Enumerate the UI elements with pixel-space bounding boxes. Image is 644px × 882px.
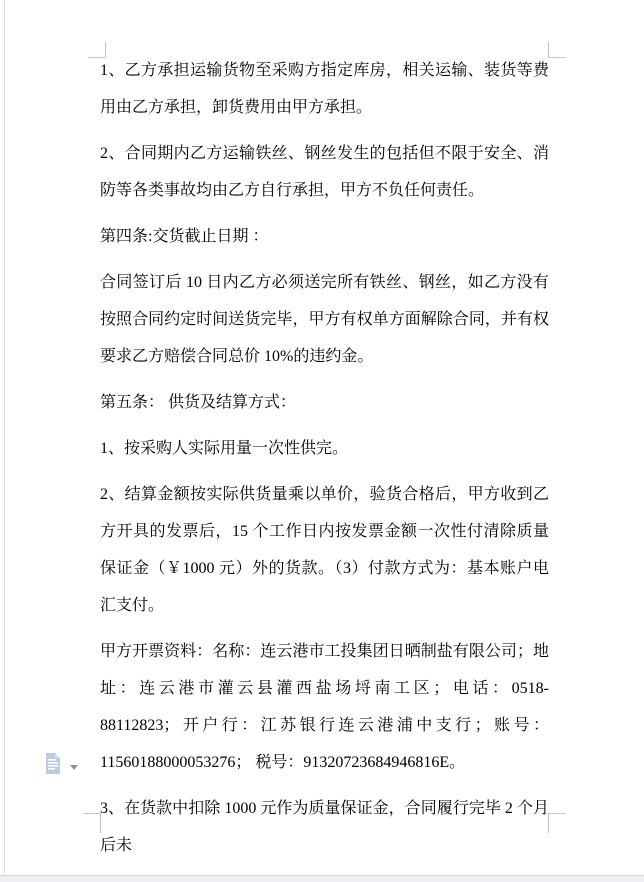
- paragraph[interactable]: 2、结算金额按实际供货量乘以单价，验货合格后，甲方收到乙方开具的发票后，15 个工作日内按发票金额一次性付清除质量保证金（￥1000 元）外的货款。（3）付款方式为：基本账户电汇支付。: [100, 486, 549, 614]
- document-text-area[interactable]: [100, 52, 549, 873]
- dropdown-arrow-icon[interactable]: [70, 765, 78, 770]
- paragraph[interactable]: 合同签订后 10 日内乙方必须送完所有铁丝、钢丝，如乙方没有按照合同约定时间送货完毕，甲方有权单方面解除合同，并有权要求乙方赔偿合同总价 10%的违约金。: [100, 274, 549, 365]
- clipboard-paste-icon[interactable]: [44, 752, 62, 780]
- paragraph[interactable]: 3、在货款中扣除 1000 元作为质量保证金，合同履行完毕 2 个月后未: [100, 800, 549, 854]
- margin-crop-mark-top-right: [548, 42, 566, 58]
- page-edge-line: [4, 0, 5, 875]
- margin-crop-mark-bottom-left: [83, 813, 101, 833]
- paragraph[interactable]: 1、按采购人实际用量一次性供完。: [100, 440, 349, 457]
- paragraph[interactable]: 第五条： 供货及结算方式：: [100, 394, 297, 411]
- paragraph[interactable]: 甲方开票资料：名称：连云港市工投集团日晒制盐有限公司；地址：连云港市灌云县灌西盐场埒南工区；电话：0518-88112823；开户行：江苏银行连云港浦中支行；账号： 11560188000053276； 税号：91320723684946816E。: [100, 643, 549, 771]
- paste-options-button[interactable]: [44, 752, 78, 780]
- paragraph[interactable]: 1、乙方承担运输货物至采购方指定库房，相关运输、装货等费用由乙方承担，卸货费用由甲方承担。: [100, 62, 549, 116]
- paragraph[interactable]: 2、合同期内乙方运输铁丝、钢丝发生的包括但不限于安全、消防等各类事故均由乙方自行承担，甲方不负任何责任。: [100, 145, 549, 199]
- margin-crop-mark-bottom-right: [548, 813, 566, 833]
- canvas-bottom-strip: [0, 875, 644, 882]
- paragraph[interactable]: 第四条:交货截止日期 ：: [100, 228, 269, 245]
